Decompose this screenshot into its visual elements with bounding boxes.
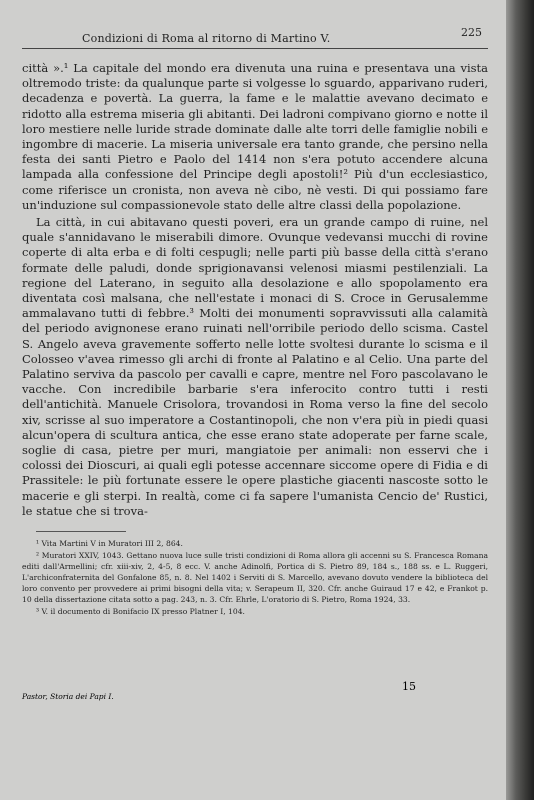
footnote: ² Muratori XXIV, 1043. Gettano nuova luce sulle tristi condizioni di Roma allora gli accenni su S. Francesca Romana editi dall'Armellini; cfr. xiii-xiv, 2, 4-5, 8 ecc. V. anche Adinolfi, Portica di S. Pietro 89, 184 s., 188 ss. e L. Ruggeri, L'archiconfraternita del Gonfalone 85, n. 8. Nel 1402 i Serviti di S. Marcello, avevano dovuto vendere la biblioteca del loro convento per provvedere ai primi bisogni della vita; v. Serapeum II, 320. Cfr. anche Guiraud 17 e 42, e Frankot p. 10 della dissertazione citata sotto a pag. 243, n. 3. Cfr. Ehrle, L'oratorio di S. Pietro, Roma 1924, 33. bbox=[22, 551, 488, 605]
paragraph: città ».¹ La capitale del mondo era divenuta una ruina e presentava una vista oltremodo triste: da qualunque parte si volgesse lo sguardo, apparivano ruderi, decadenza e povertà. La guerra, la fame e le malattie avevano decimato e ridotto alla estrema miseria gli abitanti. Dei ladroni compivano giorno e notte il loro mestiere nelle luride strade dominate dalle alte torri delle famiglie nobili e ingombre di macerie. La miseria universale era tanto grande, che persino nella festa dei santi Pietro e Paolo del 1414 non s'era potuto accendere alcuna lampada alla confessione del Principe degli apostoli!² Più d'un ecclesiastico, come riferisce un cronista, non aveva nè cibo, nè vesti. Di qui possiamo fare un'induzione sul compassionevole stato delle altre classi della popolazione. bbox=[22, 61, 488, 212]
signature-number: 15 bbox=[402, 680, 416, 693]
running-title: Condizioni di Roma al ritorno di Martino V. bbox=[82, 32, 331, 45]
footnotes bbox=[22, 538, 488, 617]
page-footer bbox=[22, 680, 516, 710]
footnote: ³ V. il documento di Bonifacio IX presso Platner I, 104. bbox=[36, 607, 245, 617]
body-text bbox=[22, 61, 488, 519]
printer-signature: Pastor, Storia dei Papi I. bbox=[22, 692, 114, 701]
page-header bbox=[22, 26, 488, 49]
book-binding bbox=[506, 0, 534, 800]
page-number: 225 bbox=[461, 26, 482, 39]
paragraph: La città, in cui abitavano questi poveri, era un grande campo di ruine, nel quale s'annidavano le miserabili dimore. Ovunque vedevansi mucchi di rovine coperte di alta erba e di folti cespugli; nelle parti più basse della città s'erano formate delle paludi, donde sprigionavansi velenosi miasmi pestilenziali. La regione del Laterano, in seguito alla desolazione e allo spopolamento era diventata così malsana, che nell'estate i monaci di S. Croce in Gerusalemme ammalavano tutti di febbre.³ Molti dei monumenti sopravvissuti alla calamità del periodo avignonese erano ruinati nell'orribile periodo dello scisma. Castel S. Angelo aveva gravemente sofferto nelle lotte svoltesi durante lo scisma e il Colosseo v'avea rimesso gli archi di fronte al Palatino e al Celio. Una parte del Palatino serviva da pascolo per cavalli e capre, mentre nel Foro pascolavano le vacche. Con incredibile barbarie s'era inferocito contro tutti i resti dell'antichità. Manuele Crisolora, trovandosi in Roma verso la fine del secolo xiv, scrisse al suo imperatore a Costantinopoli, che non v'era più in piedi quasi alcun'opera di scultura antica, che esse erano state adoperate per farne scale, soglie di casa, pietre per muri, mangiatoie per animali: non esservi che i colossi dei Dioscuri, ai quali egli potesse accennare siccome opere di Fidia e di Prassitele: le più fortunate essere le opere plastiche giacenti nascoste sotto le macerie e gli sterpi. In realtà, come ci fa sapere l'umanista Cencio de' Rustici, le statue che si trova- bbox=[22, 215, 488, 518]
footnote-divider bbox=[36, 531, 126, 532]
footnote: ¹ Vita Martini V in Muratori III 2, 864. bbox=[36, 539, 183, 549]
